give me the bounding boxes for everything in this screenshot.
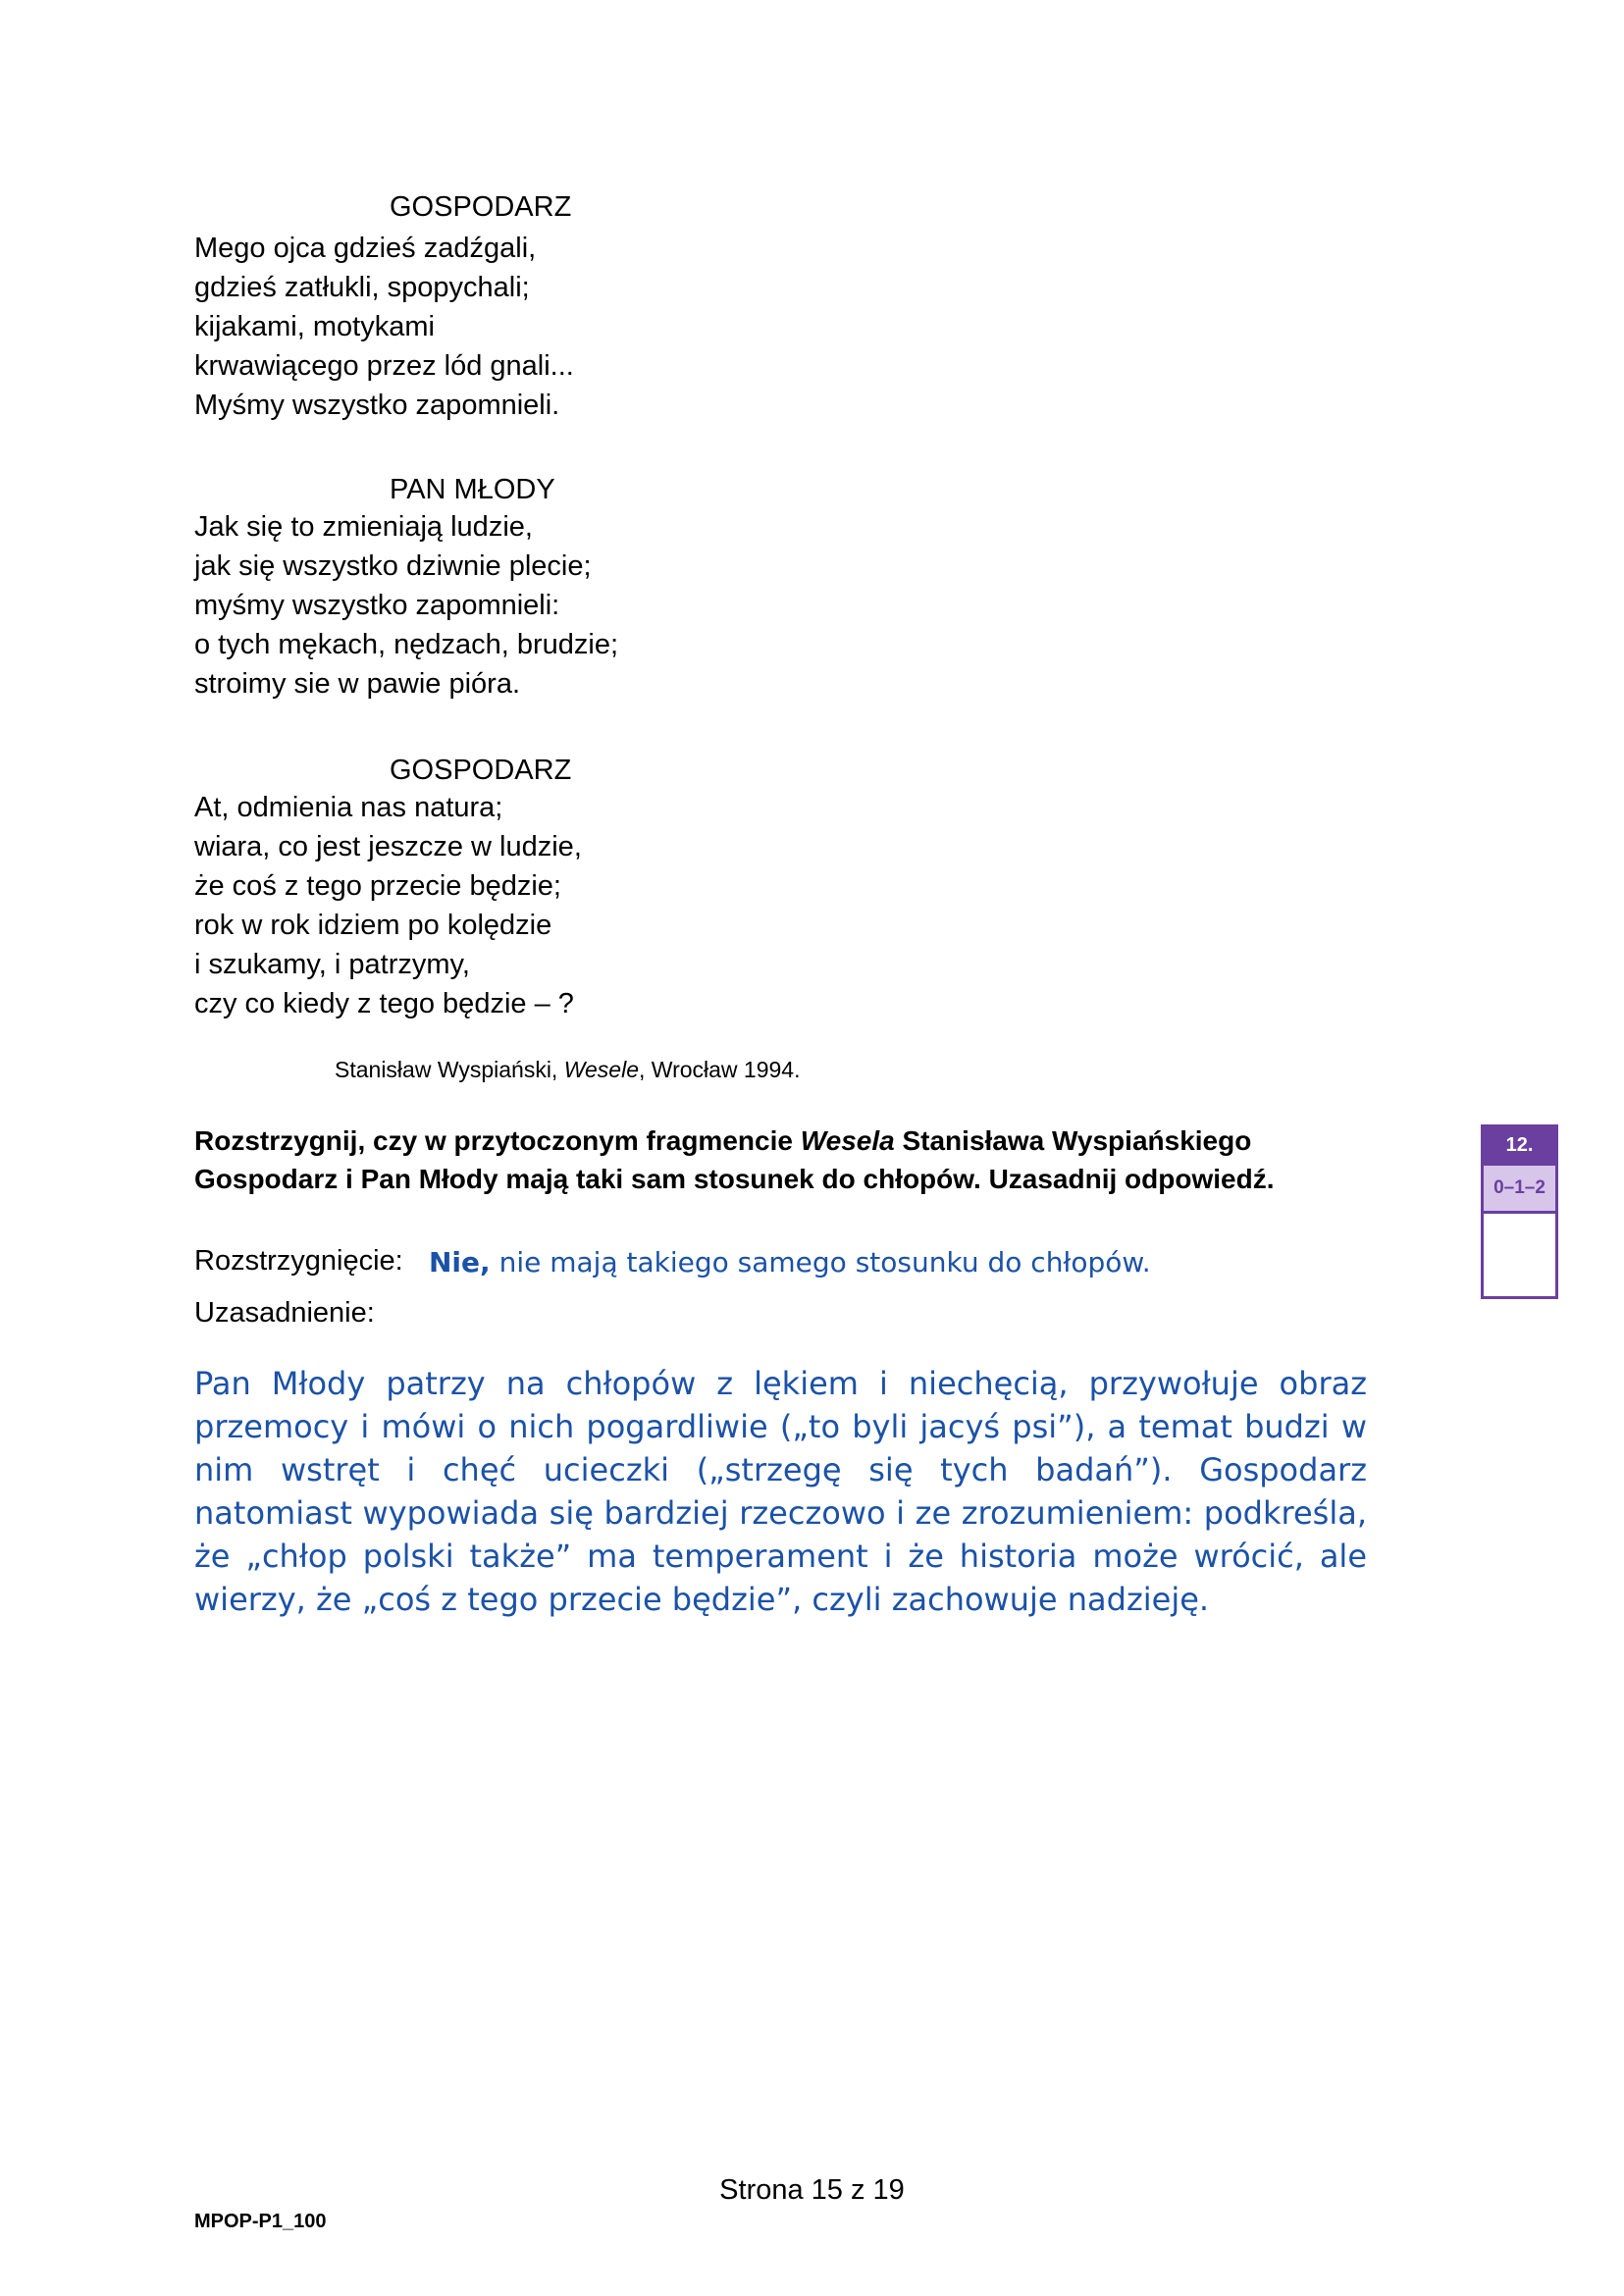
verse-line: o tych mękach, nędzach, brudzie;	[194, 629, 619, 660]
stanza-3	[194, 788, 582, 1023]
verse-line: czy co kiedy z tego będzie – ?	[194, 988, 574, 1019]
verse-line: stroimy sie w pawie pióra.	[194, 668, 520, 700]
decision-label: Rozstrzygnięcie:	[194, 1245, 403, 1277]
speaker-gospodarz-2: GOSPODARZ	[390, 755, 572, 786]
justification-label: Uzasadnienie:	[194, 1297, 375, 1329]
source-citation	[335, 1055, 800, 1084]
stanza-2	[194, 507, 618, 704]
exam-code: MPOP-P1_100	[194, 2211, 327, 2232]
score-box	[1481, 1124, 1558, 1299]
task-work-title: Wesela	[800, 1125, 895, 1156]
verse-line: krwawiącego przez lód gnali...	[194, 350, 574, 382]
decision-answer-bold: Nie,	[429, 1246, 491, 1278]
verse-line: gdzieś zatłukli, spopychali;	[194, 272, 530, 303]
source-author: Stanisław Wyspiański,	[335, 1057, 564, 1082]
stanza-1	[194, 229, 574, 425]
task-line-2: Gospodarz i Pan Młody mają taki sam stosunek do chłopów. Uzasadnij odpowiedź.	[194, 1164, 1275, 1194]
verse-line: Myśmy wszystko zapomnieli.	[194, 390, 560, 421]
task-number: 12.	[1484, 1127, 1555, 1163]
verse-line: jak się wszystko dziwnie plecie;	[194, 550, 592, 582]
score-entry-cell[interactable]	[1484, 1211, 1555, 1296]
task-text: Rozstrzygnij, czy w przytoczonym fragmencie	[194, 1125, 801, 1156]
task-instruction	[194, 1122, 1411, 1198]
verse-line: Jak się to zmieniają ludzie,	[194, 511, 533, 543]
verse-line: kijakami, motykami	[194, 311, 435, 342]
verse-line: że coś z tego przecie będzie;	[194, 870, 561, 902]
speaker-pan-mlody: PAN MŁODY	[390, 474, 555, 505]
score-range: 0–1–2	[1484, 1163, 1555, 1211]
task-text: Stanisława Wyspiańskiego	[894, 1125, 1252, 1156]
decision-answer[interactable]	[429, 1245, 1151, 1280]
decision-answer-text: nie mają takiego samego stosunku do chłopów.	[490, 1246, 1151, 1278]
task-line-1	[194, 1122, 1411, 1160]
verse-line: wiara, co jest jeszcze w ludzie,	[194, 831, 582, 862]
speaker-gospodarz-1: GOSPODARZ	[390, 191, 572, 223]
verse-line: At, odmienia nas natura;	[194, 792, 503, 823]
verse-line: i szukamy, i patrzymy,	[194, 949, 470, 980]
verse-line: rok w rok idziem po kolędzie	[194, 910, 552, 941]
page-number: Strona 15 z 19	[719, 2174, 905, 2206]
verse-line: myśmy wszystko zapomnieli:	[194, 590, 560, 621]
justification-answer[interactable]: Pan Młody patrzy na chłopów z lękiem i niechęcią, przywołuje obraz przemocy i mówi o nich pogardliwie („to byli jacyś psi”), a temat budzi w nim wstręt i chęć ucieczki („strzegę się tych badań”). Gospodarz natomiast wypowiada się bardziej rzeczowo i ze zrozumieniem: podkreśla, że „chłop polski także” ma temperament i że historia może wrócić, ale wierzy, że „coś z tego przecie będzie”, czyli zachowuje nadzieję.	[194, 1365, 1367, 1618]
source-rest: , Wrocław 1994.	[639, 1057, 801, 1082]
verse-line: Mego ojca gdzieś zadźgali,	[194, 233, 537, 264]
source-title: Wesele	[563, 1057, 639, 1082]
